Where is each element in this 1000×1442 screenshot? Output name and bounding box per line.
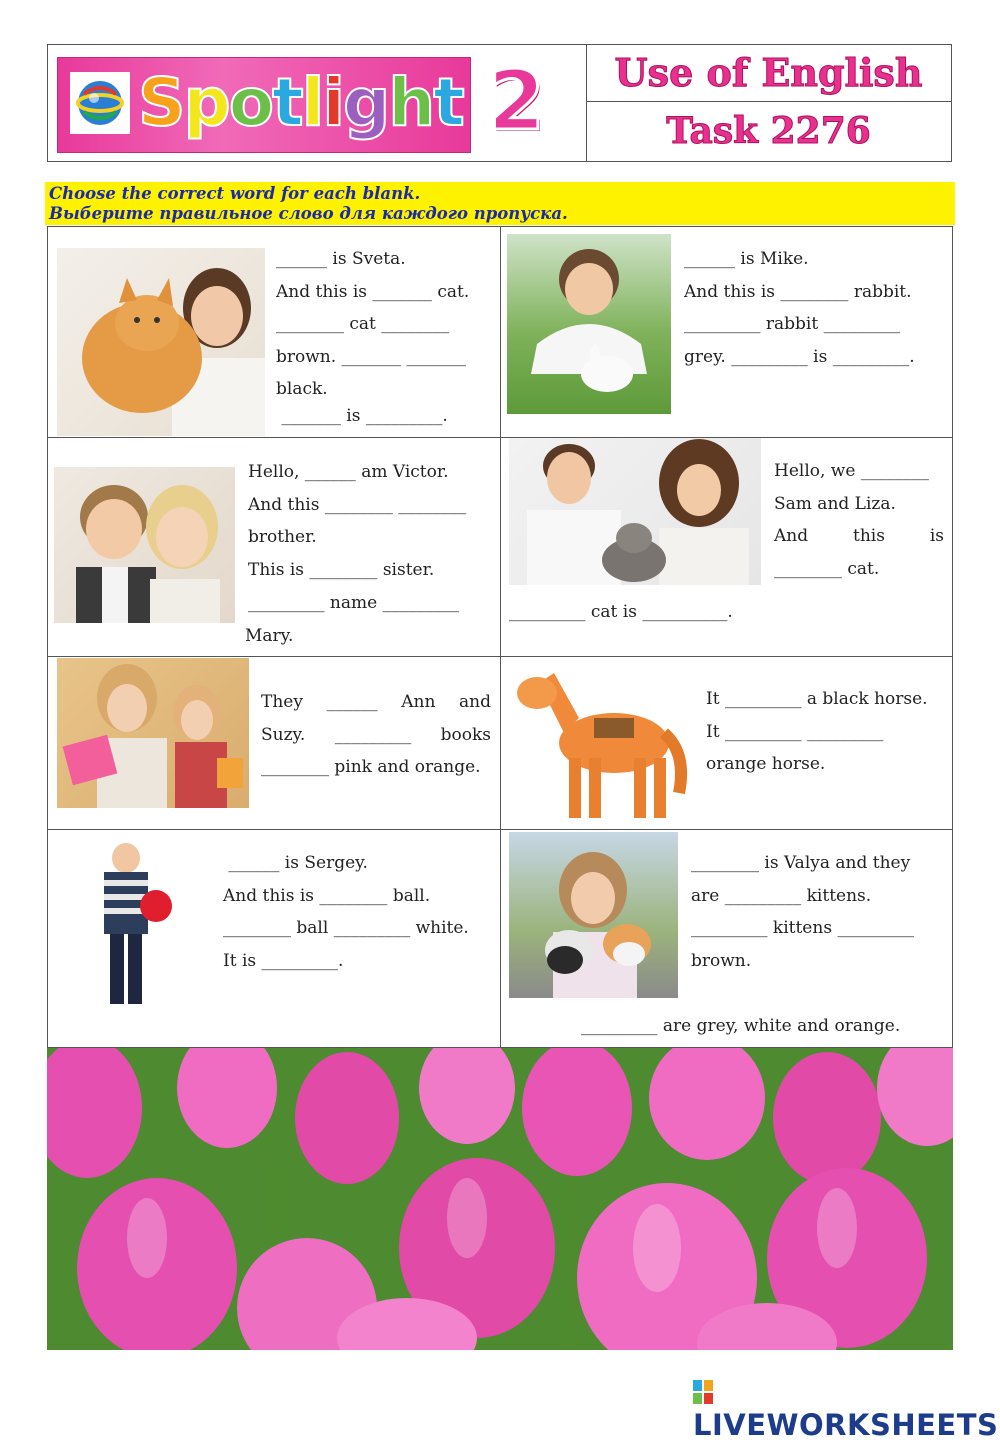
globe-icon: [70, 72, 130, 134]
sentence-line: They ______ Ann and: [261, 692, 491, 712]
sentence-line: It _________ _________: [706, 721, 884, 742]
sentence-line: black.: [276, 378, 328, 399]
sentence-line: ______ is Sergey.: [223, 853, 368, 873]
liveworksheets-icon: [693, 1377, 713, 1401]
sentence-line: And this is: [774, 526, 944, 547]
sentence-line: _________ cat is __________.: [509, 602, 733, 622]
sentence-line: brown. _______ _______: [276, 347, 466, 368]
exercise-grid: [47, 226, 953, 1048]
sentence-line: Hello, we ________: [774, 461, 929, 481]
sentence-line: And this ________ ________: [248, 494, 467, 515]
sentence-line: grey. _________ is _________.: [684, 347, 915, 368]
liveworksheets-text: LIVEWORKSHEETS: [693, 1408, 999, 1442]
sentence-line: _________ are grey, white and orange.: [581, 1016, 901, 1036]
instruction-english: Choose the correct word for each blank.: [49, 184, 421, 203]
logo-cell: [48, 45, 587, 161]
sentence-line: ________ pink and orange.: [261, 757, 481, 778]
sentence-line: ______ is Sveta.: [276, 249, 406, 269]
sentence-line: Hello, ______ am Victor.: [248, 462, 449, 482]
exercise-cell-victor: [48, 438, 501, 657]
task-number: Task 2276: [666, 110, 871, 152]
sentence-line: Sam and Liza.: [774, 493, 896, 514]
brother-sister-photo: [54, 467, 235, 623]
sentence-line: _________ name _________: [248, 592, 460, 613]
exercise-cell-valya: [501, 830, 952, 1047]
level-number: 2: [488, 54, 546, 149]
sentence-line: ________ is Valya and they: [691, 853, 911, 873]
sentence-line: ______ is Mike.: [684, 249, 809, 269]
girl-with-cat-photo: [57, 248, 265, 436]
worksheet-header: [47, 44, 952, 162]
sentence-line: ________ cat.: [774, 559, 880, 580]
sentence-line: ________ cat ________: [276, 314, 450, 335]
sentence-line: Suzy. _________ books: [261, 724, 491, 745]
sentence-line: are _________ kittens.: [691, 885, 872, 906]
exercise-cell-sergey: [48, 830, 501, 1047]
spotlight-logo: [57, 57, 471, 153]
exercise-cell-sam-liza: [501, 438, 952, 657]
liveworksheets-logo: [693, 1374, 1000, 1442]
sentence-line: It _________ a black horse.: [706, 689, 928, 709]
sentence-line: It is _________.: [223, 951, 344, 972]
sentence-line: _______ is _________.: [276, 405, 448, 426]
toy-horse-photo: [509, 663, 689, 829]
page-title: Use of English: [586, 45, 951, 102]
exercise-cell-mike: [501, 227, 952, 438]
children-with-cat-photo: [509, 438, 761, 585]
girls-with-books-photo: [57, 658, 249, 808]
instruction-banner: [45, 182, 955, 225]
sentence-line: Mary.: [245, 625, 294, 646]
sentence-line: ________ ball _________ white.: [223, 918, 469, 939]
tulips-photo: [47, 1048, 953, 1350]
sentence-line: brown.: [691, 951, 752, 972]
sentence-line: _________ rabbit _________: [684, 314, 901, 335]
sentence-line: orange horse.: [706, 754, 826, 775]
exercise-cell-horse: [501, 657, 952, 830]
instruction-russian: Выберите правильное слово для каждого пропуска.: [49, 204, 568, 223]
exercise-cell-sveta: [48, 227, 501, 438]
sentence-line: brother.: [248, 527, 317, 548]
sentence-line: This is ________ sister.: [248, 560, 435, 581]
logo-text: Spotlight: [138, 64, 463, 141]
sentence-line: And this is ________ ball.: [223, 885, 431, 906]
boy-with-ball-photo: [56, 836, 210, 1006]
boy-with-rabbit-photo: [507, 234, 671, 414]
sentence-line: And this is ________ rabbit.: [684, 281, 912, 302]
girl-with-kittens-photo: [509, 832, 678, 998]
exercise-cell-ann-suzy: [48, 657, 501, 830]
sentence-line: _________ kittens _________: [691, 918, 914, 939]
sentence-line: And this is _______ cat.: [276, 281, 470, 302]
